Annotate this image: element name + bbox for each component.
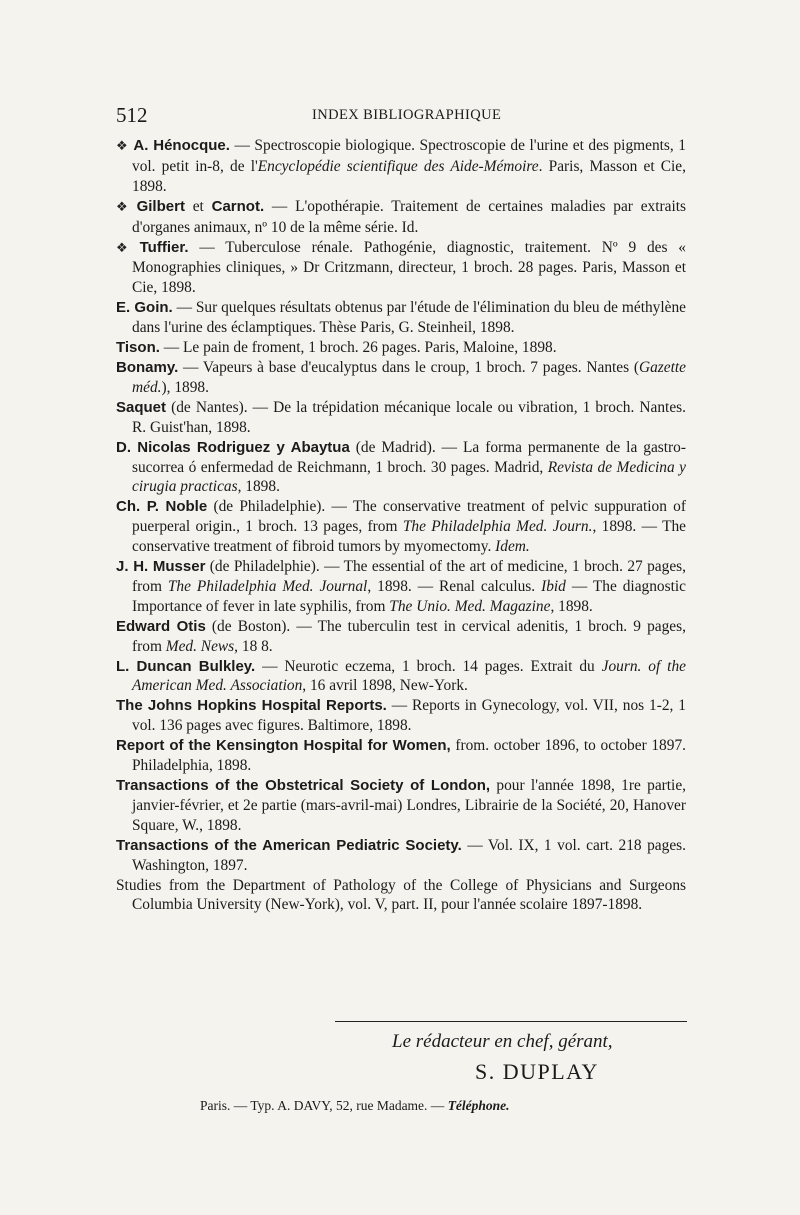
- entry-text: — Vol. IX, 1 vol. cart. 218 pages. Washington, 1897.: [132, 836, 686, 874]
- entry-author: J. H. Musser: [116, 558, 206, 576]
- bibliography-entry: [116, 776, 686, 836]
- bibliography-entry: [116, 136, 686, 197]
- entry-source-title: The Philadelphia Med. Journ.: [402, 518, 593, 536]
- entry-text: — Le pain de froment, 1 broch. 26 pages. Paris, Maloine, 1898.: [159, 339, 557, 357]
- diamond-bullet-icon: ❖: [116, 240, 135, 256]
- entry-author: Saquet: [116, 398, 167, 416]
- entry-source-title: Ibid: [541, 577, 566, 595]
- diamond-bullet-icon: ❖: [116, 139, 129, 154]
- entry-text: Studies from the Department of Pathology of the College of Physicians and Surgeons Columbia University (New-York), vol. V, part. II, pour l'année scolaire 1897-1898.: [116, 876, 686, 914]
- bibliography-entry: [116, 696, 686, 736]
- bibliography-entry: [116, 497, 686, 557]
- entry-source-title: Idem.: [495, 538, 530, 556]
- bibliography-entry: [116, 238, 686, 299]
- entry-text: , 1898.: [237, 478, 280, 496]
- bibliography-list: [116, 136, 686, 915]
- signature-rule: [335, 1021, 687, 1022]
- entry-author: Bonamy.: [116, 358, 179, 376]
- bibliography-entry: [116, 197, 686, 238]
- entry-text: — Tuberculose rénale. Pathogénie, diagnostic, traitement. Nº 9 des « Monographies cliniques, » Dr Critzmann, directeur, 1 broch. 28 pages. Paris, Masson et Cie, 1898.: [132, 238, 686, 297]
- entry-text: . Paris, Masson et Cie, 1898.: [132, 157, 686, 195]
- bibliography-entry: [116, 876, 686, 916]
- entry-text: et: [184, 197, 212, 215]
- entry-source-title: The Unio. Med. Magazine: [389, 597, 551, 615]
- entry-text: , 1898.: [550, 597, 593, 615]
- entry-author: E. Goin.: [116, 299, 173, 317]
- entry-author: D. Nicolas Rodriguez y Abaytua: [116, 438, 350, 456]
- entry-text: from. october 1896, to october 1897. Philadelphia, 1898.: [132, 737, 686, 775]
- entry-text: — Neurotic eczema, 1 broch. 14 pages. Extrait du: [255, 657, 602, 675]
- entry-author: Tison.: [116, 339, 160, 357]
- entry-text: , 1898. — The conservative treatment of fibroid tumors by myomectomy.: [132, 518, 687, 556]
- bibliography-entry: [116, 657, 686, 697]
- entry-text: — L'opothérapie. Traitement de certaines maladies par extraits d'organes animaux, nº 10 de la même série. Id.: [132, 197, 686, 236]
- page-number: 512: [116, 103, 148, 127]
- entry-author: Gilbert: [136, 197, 185, 215]
- entry-text: , 18 8.: [234, 637, 273, 655]
- bibliography-entry: [116, 617, 686, 657]
- entry-author: L. Duncan Bulkley.: [116, 657, 256, 675]
- editor-title: Le rédacteur en chef, gérant,: [392, 1031, 613, 1052]
- entry-author: Transactions of the American Pediatric Society.: [116, 836, 462, 854]
- entry-source-title: Journ. of the American Med. Association: [132, 657, 686, 695]
- entry-source-title: Gazette méd.: [132, 358, 686, 396]
- entry-text: (de Boston). — The tuberculin test in cervical adenitis, 1 broch. 9 pages, from: [132, 617, 686, 655]
- entry-text: (de Philadelphie). — The conservative treatment of pelvic suppuration of puerperal origin., 1 broch. 13 pages, from: [132, 498, 687, 536]
- entry-text: , 16 avril 1898, New-York.: [302, 677, 468, 695]
- entry-source-title: Med. News: [165, 637, 235, 655]
- entry-author: Carnot.: [211, 197, 265, 215]
- running-title: INDEX BIBLIOGRAPHIQUE: [312, 107, 502, 123]
- entry-text: ), 1898.: [161, 378, 209, 396]
- editor-name: S. DUPLAY: [475, 1059, 599, 1084]
- entry-text: — Sur quelques résultats obtenus par l'étude de l'élimination du bleu de méthylène dans l'urine des éclamptiques. Thèse Paris, G. Steinheil, 1898.: [132, 299, 686, 337]
- printer-line: Paris. — Typ. A. DAVY, 52, rue Madame. —: [200, 1098, 448, 1113]
- entry-source-title: Revista de Medicina y cirugia practicas: [132, 458, 686, 496]
- entry-author: Ch. P. Noble: [116, 498, 208, 516]
- entry-text: (de Madrid). — La forma permanente de la gastro-sucorrea ó enfermedad de Reichmann, 1 broch. 30 pages. Madrid,: [132, 438, 686, 476]
- entry-text: — The diagnostic Importance of fever in late syphilis, from: [132, 577, 686, 615]
- entry-text: (de Philadelphie). — The essential of the art of medicine, 1 broch. 27 pages, from: [132, 558, 686, 595]
- entry-author: The Johns Hopkins Hospital Reports.: [116, 697, 387, 715]
- entry-author: Tuffier.: [139, 238, 189, 256]
- entry-author: Edward Otis: [116, 617, 206, 635]
- bibliography-entry: [116, 438, 686, 498]
- bibliography-entry: [116, 298, 686, 338]
- entry-author: A. Hénocque.: [133, 137, 230, 154]
- printer-footer: [200, 1098, 510, 1114]
- entry-text: , 1898. — Renal calculus.: [367, 577, 542, 595]
- entry-text: — Spectroscopie biologique. Spectroscopie de l'urine et des pigments, 1 vol. petit in-8, de l': [132, 137, 686, 175]
- page-header: [116, 103, 686, 127]
- entry-text: — Vapeurs à base d'eucalyptus dans le croup, 1 broch. 7 pages. Nantes (: [178, 358, 639, 376]
- entry-source-title: The Philadelphia Med. Journal: [167, 577, 368, 595]
- diamond-bullet-icon: ❖: [116, 199, 132, 215]
- entry-source-title: Encyclopédie scientifique des Aide-Mémoire: [257, 157, 539, 175]
- entry-author: Report of the Kensington Hospital for Women,: [116, 737, 451, 755]
- bibliography-entry: [116, 358, 686, 398]
- bibliography-entry: [116, 836, 686, 876]
- entry-text: (de Nantes). — De la trépidation mécanique locale ou vibration, 1 broch. Nantes. R. Guist'han, 1898.: [132, 398, 686, 436]
- bibliography-entry: [116, 557, 686, 617]
- bibliography-entry: [116, 736, 686, 776]
- printer-telephone: Téléphone.: [447, 1098, 510, 1113]
- bibliography-entry: [116, 398, 686, 438]
- bibliography-entry: [116, 338, 686, 358]
- entry-author: Transactions of the Obstetrical Society of London,: [116, 777, 491, 794]
- entry-text: — Reports in Gynecology, vol. VII, nos 1-2, 1 vol. 136 pages avec figures. Baltimore, 1898.: [132, 697, 686, 735]
- entry-text: pour l'année 1898, 1re partie, janvier-février, et 2e partie (mars-avril-mai) Londres, Librairie de la Société, 20, Hanover Square, W., 1898.: [132, 777, 687, 834]
